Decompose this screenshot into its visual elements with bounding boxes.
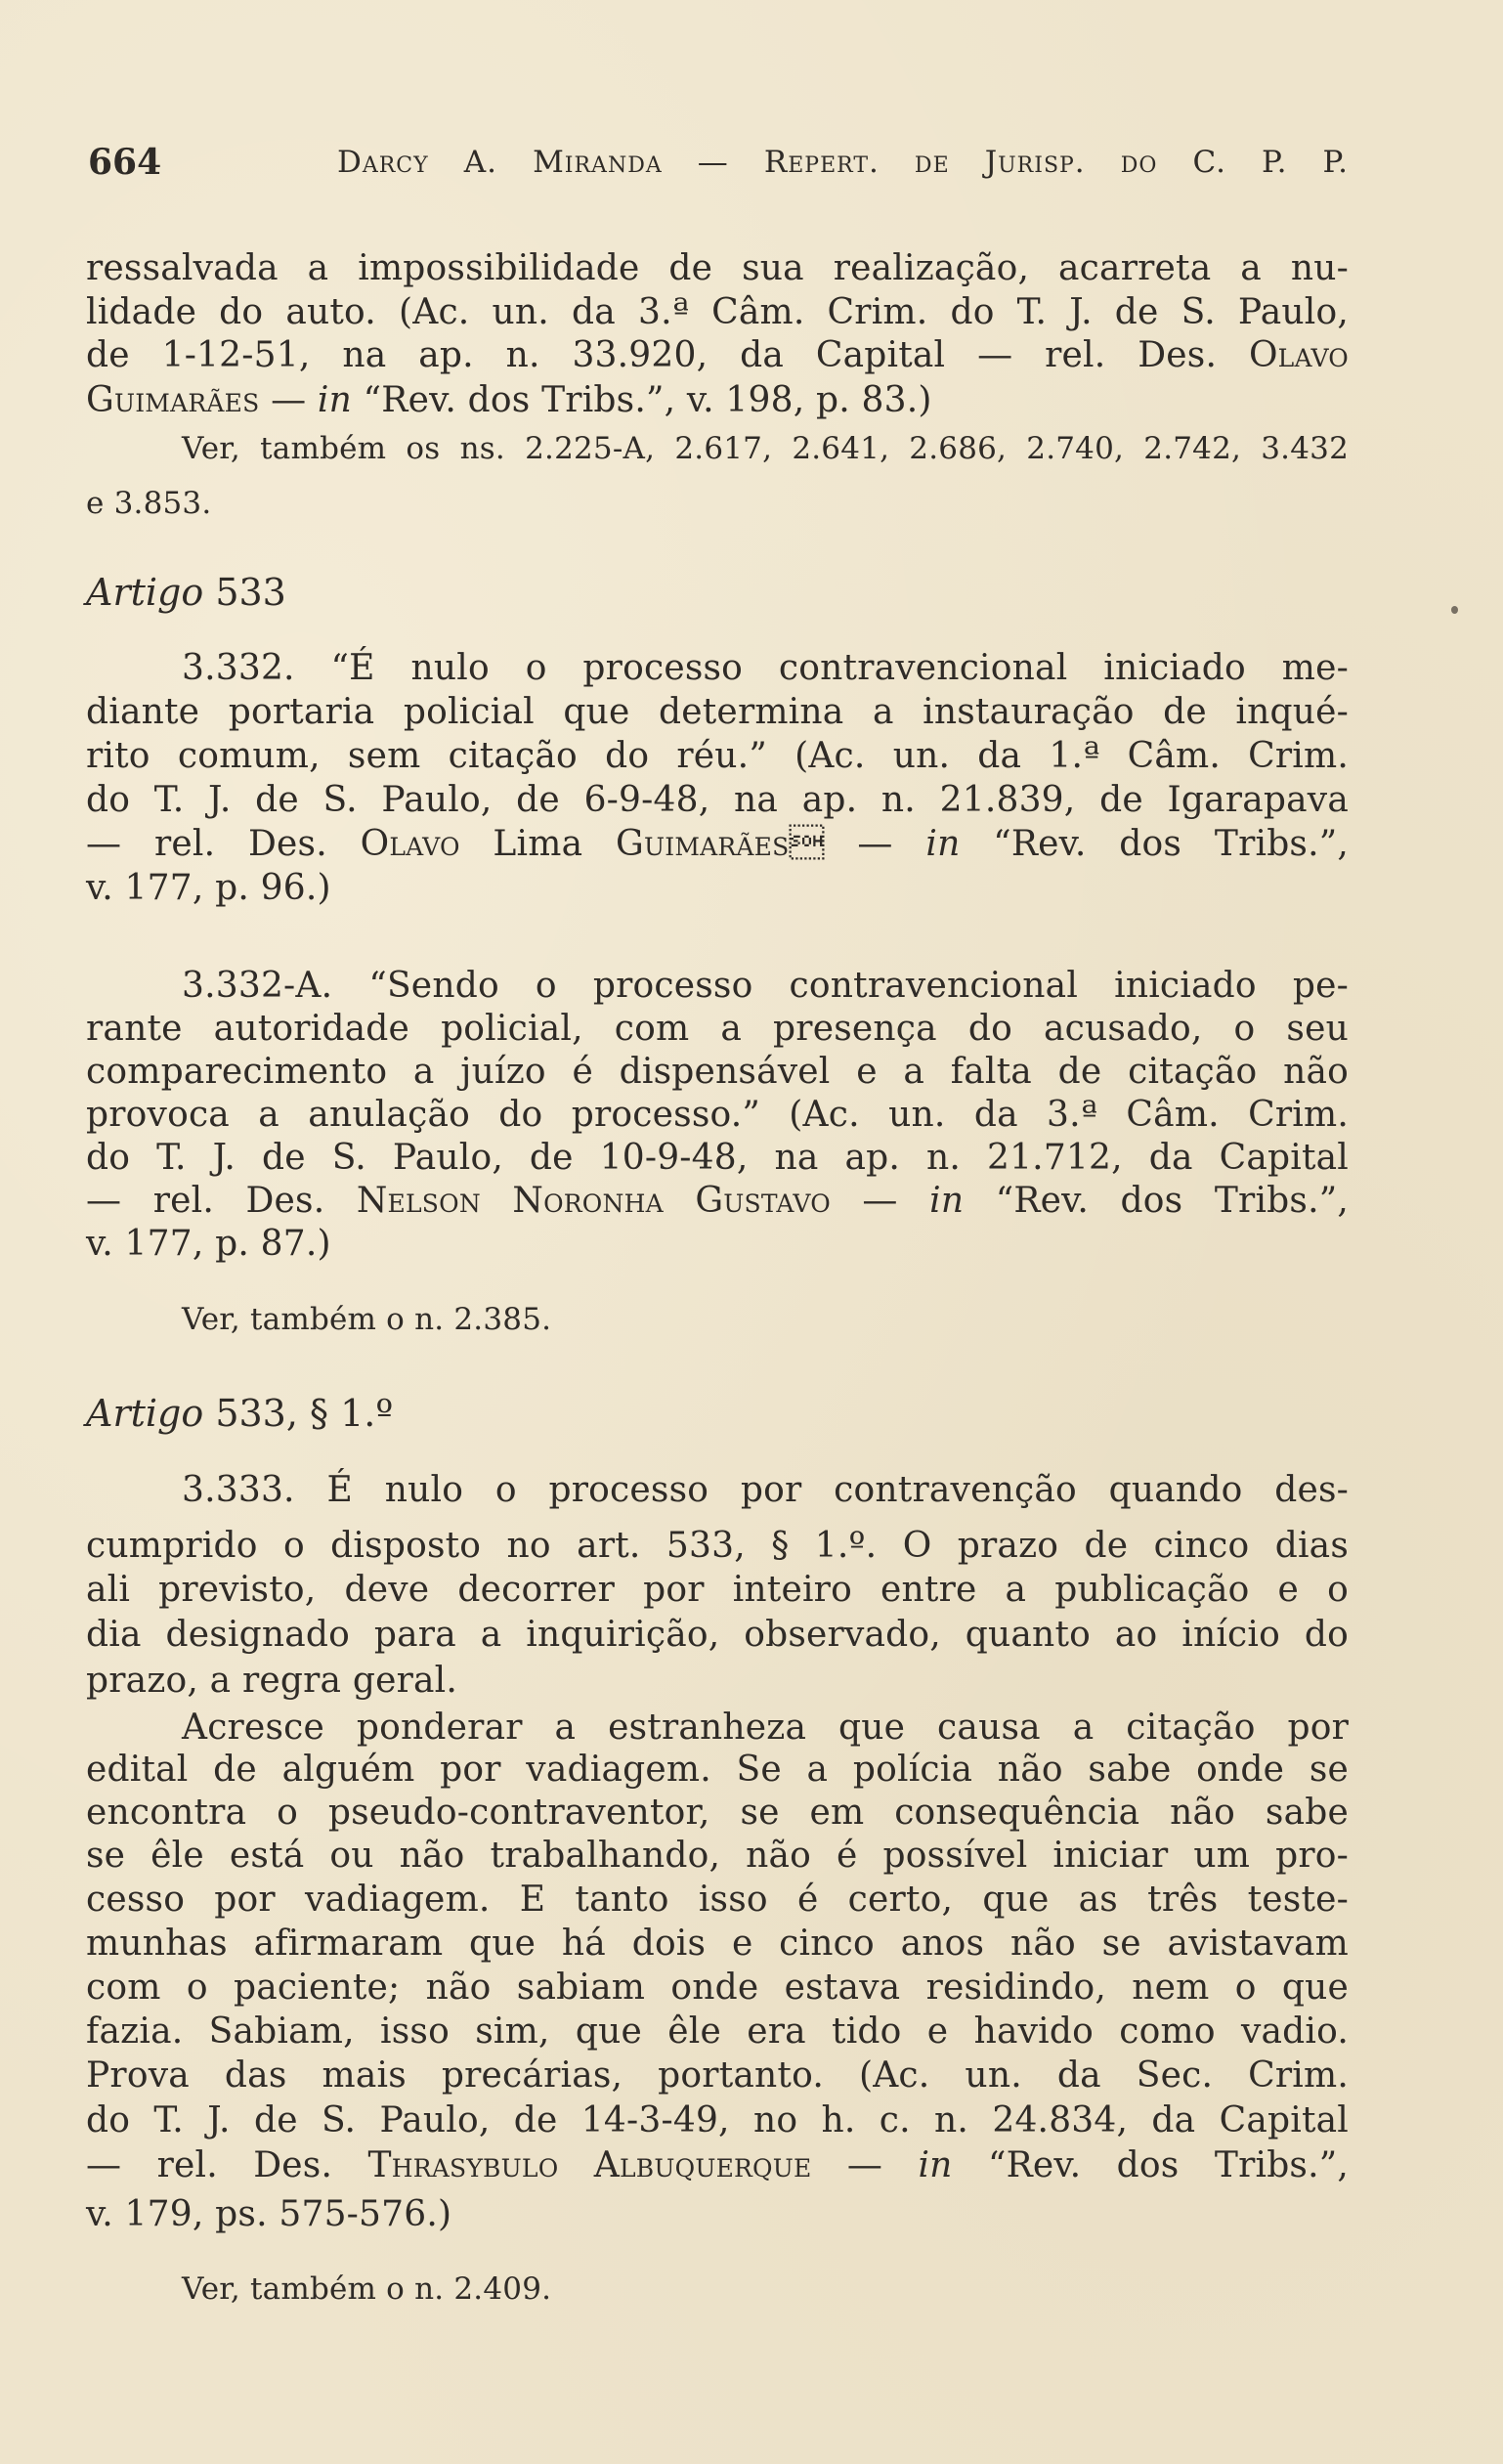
see-also-line: Ver, também o n. 2.409. bbox=[182, 2271, 552, 2307]
entry-line: diante portaria policial que determina a instauração de inqué- bbox=[86, 692, 1349, 732]
see-also-line: Ver, também o n. 2.385. bbox=[182, 1302, 552, 1337]
section-heading-italic: Artigo bbox=[86, 1392, 204, 1435]
continuation-line: Guimarães — in “Rev. dos Tribs.”, v. 198, p. 83.) bbox=[86, 380, 932, 420]
entry-line: v. 177, p. 96.) bbox=[86, 868, 331, 908]
entry-line: fazia. Sabiam, isso sim, que êle era tido e havido como vadio. bbox=[86, 2011, 1349, 2052]
see-also-line: e 3.853. bbox=[86, 486, 212, 521]
entry-line: ali previsto, deve decorrer por inteiro entre a publicação e o bbox=[86, 1570, 1349, 1610]
person-name: Guimarães bbox=[616, 824, 790, 864]
continuation-line: lidade do auto. (Ac. un. da 3.ª Câm. Crim. do T. J. de S. Paulo, bbox=[86, 292, 1349, 332]
entry-line: do T. J. de S. Paulo, de 10-9-48, na ap. n. 21.712, da Capital bbox=[86, 1138, 1349, 1178]
entry-line: com o paciente; não sabiam onde estava residindo, nem o que bbox=[86, 1967, 1349, 2008]
person-name: Guimarães bbox=[86, 380, 260, 420]
person-name: Olavo bbox=[360, 824, 460, 864]
italic-in: in bbox=[918, 2145, 953, 2185]
paper-speck bbox=[1451, 606, 1458, 614]
section-heading bbox=[86, 1392, 393, 1435]
section-heading-italic: Artigo bbox=[86, 571, 204, 614]
entry-line: — rel. Des. Nelson Noronha Gustavo — in “Rev. dos Tribs.”, bbox=[86, 1181, 1349, 1221]
entry-line: encontra o pseudo-contraventor, se em consequência não sabe bbox=[86, 1793, 1349, 1833]
italic-in: in bbox=[317, 380, 353, 420]
person-name: Olavo bbox=[1248, 335, 1349, 375]
entry-line: dia designado para a inquirição, observado, quanto ao início do bbox=[86, 1615, 1349, 1655]
entry-line: comparecimento a juízo é dispensável e a falta de citação não bbox=[86, 1052, 1349, 1092]
section-heading-number: 533 bbox=[203, 571, 286, 614]
section-heading-number: 533, § 1.º bbox=[203, 1392, 394, 1435]
section-heading bbox=[86, 571, 286, 614]
page-number: 664 bbox=[88, 142, 162, 183]
running-head: Darcy A. Miranda — Repert. de Jurisp. do C. P. P. bbox=[337, 145, 1349, 180]
person-name: Thrasybulo Albuquerque bbox=[367, 2145, 812, 2185]
entry-line: v. 179, ps. 575-576.) bbox=[86, 2194, 452, 2234]
entry-line: cesso por vadiagem. E tanto isso é certo, que as três teste- bbox=[86, 1880, 1349, 1920]
entry-line: edital de alguém por vadiagem. Se a polícia não sabe onde se bbox=[86, 1750, 1349, 1790]
entry-line: v. 177, p. 87.) bbox=[86, 1224, 331, 1264]
entry-line: do T. J. de S. Paulo, de 14-3-49, no h. c. n. 24.834, da Capital bbox=[86, 2100, 1349, 2140]
italic-in: in bbox=[929, 1181, 965, 1221]
entry-line: 3.332. “É nulo o processo contravencional iniciado me- bbox=[182, 648, 1349, 688]
entry-line: Acresce ponderar a estranheza que causa a citação por bbox=[182, 1708, 1349, 1748]
entry-line: provoca a anulação do processo.” (Ac. un. da 3.ª Câm. Crim. bbox=[86, 1095, 1349, 1135]
entry-line: 3.333. É nulo o processo por contravenção quando des- bbox=[182, 1470, 1349, 1510]
entry-line: rito comum, sem citação do réu.” (Ac. un. da 1.ª Câm. Crim. bbox=[86, 736, 1349, 776]
entry-line: munhas afirmaram que há dois e cinco anos não se avistavam bbox=[86, 1924, 1349, 1964]
entry-line: prazo, a regra geral. bbox=[86, 1661, 458, 1701]
continuation-line: de 1-12-51, na ap. n. 33.920, da Capital — rel. Des. Olavo bbox=[86, 335, 1349, 375]
continuation-line: ressalvada a impossibilidade de sua realização, acarreta a nu- bbox=[86, 248, 1349, 288]
entry-line: cumprido o disposto no art. 533, § 1.º. O prazo de cinco dias bbox=[86, 1526, 1349, 1566]
entry-line: — rel. Des. Thrasybulo Albuquerque — in “Rev. dos Tribs.”, bbox=[86, 2145, 1349, 2185]
italic-in: in bbox=[925, 824, 961, 864]
entry-line: se êle está ou não trabalhando, não é possível iniciar um pro- bbox=[86, 1836, 1349, 1876]
see-also-line: Ver, também os ns. 2.225-A, 2.617, 2.641, 2.686, 2.740, 2.742, 3.432 bbox=[182, 431, 1349, 466]
entry-line: rante autoridade policial, com a presença do acusado, o seu bbox=[86, 1009, 1349, 1049]
entry-line: Prova das mais precárias, portanto. (Ac. un. da Sec. Crim. bbox=[86, 2055, 1349, 2096]
person-name: Nelson Noronha Gustavo bbox=[356, 1181, 831, 1221]
entry-line: do T. J. de S. Paulo, de 6-9-48, na ap. n. 21.839, de Igarapava bbox=[86, 780, 1349, 820]
entry-line: 3.332-A. “Sendo o processo contravencional iniciado pe- bbox=[182, 966, 1349, 1006]
entry-line: — rel. Des. Olavo Lima Guimarães — in “Rev. dos Tribs.”, bbox=[86, 824, 1349, 864]
